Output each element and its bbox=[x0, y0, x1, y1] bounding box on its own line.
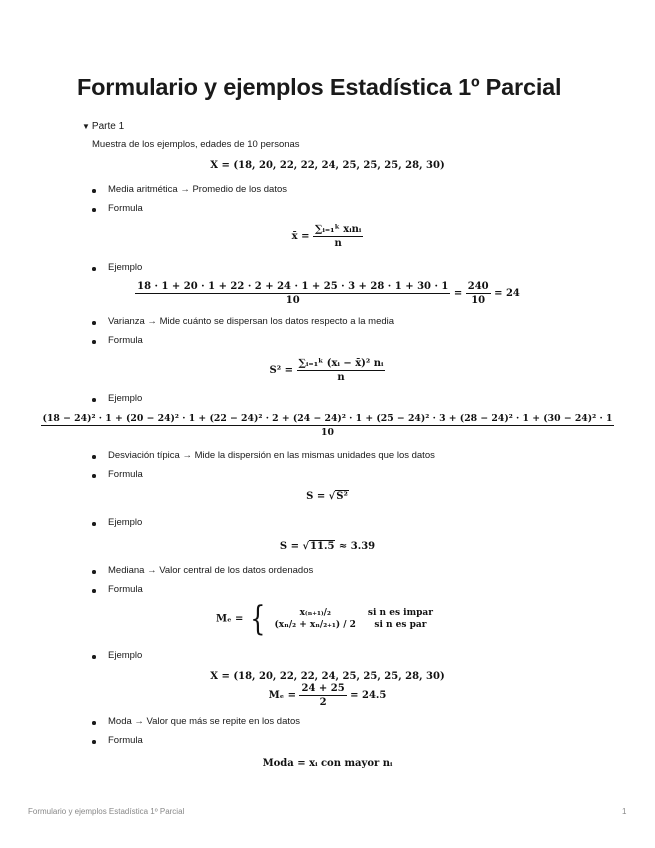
list-item-stddev: Desviación típica → Mide la dispersión en las mismas unidades que los datos bbox=[96, 450, 435, 461]
median-formula: Mₑ = { x₍ₙ₊₁₎/₂ si n es impar (xₙ/₂ + xₙ/₂₊₁) / 2 si n es par bbox=[216, 599, 433, 639]
stddev-example: S = √11.5 ≈ 3.39 bbox=[279, 541, 376, 552]
toggle-parte-1[interactable] bbox=[82, 121, 124, 132]
page-title: Formulario y ejemplos Estadística 1º Parcial bbox=[77, 74, 562, 100]
list-item-variance: Varianza → Mide cuánto se dispersan los datos respecto a la media bbox=[96, 316, 394, 327]
list-item-median: Mediana → Valor central de los datos ordenados bbox=[96, 565, 313, 576]
median-example-sample: X = (18, 20, 22, 22, 24, 25, 25, 25, 28, 30) bbox=[210, 671, 445, 682]
page-number: 1 bbox=[622, 807, 627, 816]
list-item-formula: Formula bbox=[96, 584, 143, 595]
list-item-mode: Moda → Valor que más se repite en los datos bbox=[96, 716, 300, 727]
list-item-formula: Formula bbox=[96, 335, 143, 346]
footer-title: Formulario y ejemplos Estadística 1º Parcial bbox=[28, 807, 185, 816]
toggle-label: Parte 1 bbox=[91, 121, 125, 132]
list-item-formula: Formula bbox=[96, 469, 143, 480]
median-example: Mₑ = $\frac{24 + 25}{2}$ = 24.5 bbox=[268, 683, 387, 708]
variance-formula: S² = $\frac{\text{∑ᵢ₌₁ᵏ (xᵢ − x̄)² nᵢ}}{n}$ bbox=[269, 358, 384, 383]
list-item-example: Ejemplo bbox=[96, 517, 142, 528]
variance-example: (18 − 24)² · 1 + (20 − 24)² · 1 + (22 − 24)² · 2 + (24 − 24)² · 1 + (25 − 24)² · 3 + (28 − 24)² · 1 + (30 − 24)² · 1 10 bbox=[42, 413, 613, 438]
list-item-mean: Media aritmética → Promedio de los datos bbox=[96, 184, 287, 195]
list-item-formula: Formula bbox=[96, 203, 143, 214]
list-item-example: Ejemplo bbox=[96, 650, 142, 661]
list-item-example: Ejemplo bbox=[96, 262, 142, 273]
sample-formula: X = (18, 20, 22, 22, 24, 25, 25, 25, 28, 30) bbox=[210, 160, 445, 171]
mean-example: $\frac{18 \cdot 1 + 20 \cdot 1 + 22 \cdot 2 + 24 \cdot 1 + 25 \cdot 3 + 28 \cdot 1 + 30 \cdot 1}{10}$ = $\frac{240}{10}$ = 24 bbox=[137, 281, 520, 306]
list-item-formula: Formula bbox=[96, 735, 143, 746]
mean-formula: x̄ = $\frac{\text{∑ᵢ₌₁ᵏ xᵢnᵢ}}{n}$ bbox=[291, 224, 362, 249]
list-item-example: Ejemplo bbox=[96, 393, 142, 404]
mode-formula: Moda = xᵢ con mayor nᵢ bbox=[262, 758, 393, 769]
intro-text: Muestra de los ejemplos, edades de 10 personas bbox=[92, 139, 300, 150]
triangle-down-icon[interactable]: ▼ bbox=[82, 122, 90, 131]
stddev-formula: S = √S² bbox=[306, 491, 348, 502]
